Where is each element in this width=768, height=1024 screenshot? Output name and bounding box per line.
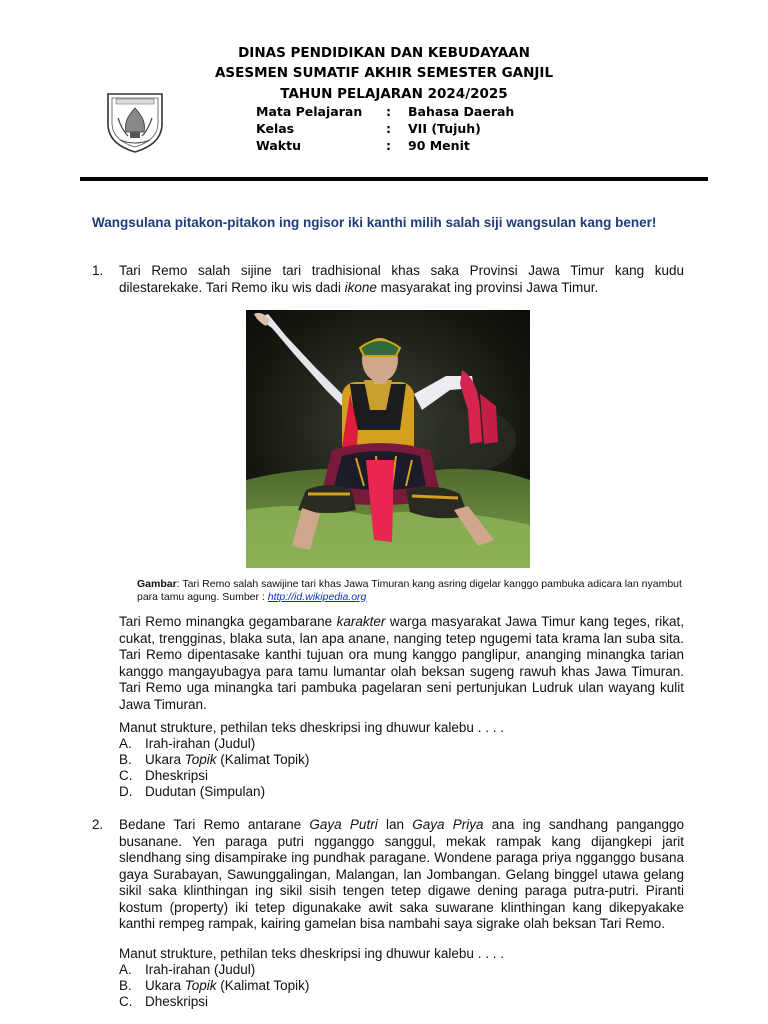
header-school-year: TAHUN PELAJARAN 2024/2025 xyxy=(280,86,508,102)
question-number: 1. xyxy=(92,263,104,278)
q2-option-c[interactable] xyxy=(119,994,208,1011)
option-text: Dudutan (Simpulan) xyxy=(145,784,266,799)
q1-intro xyxy=(119,263,684,296)
option-letter: B. xyxy=(119,752,132,767)
q1-option-b[interactable] xyxy=(119,752,309,769)
header-divider xyxy=(80,177,708,181)
option-letter: D. xyxy=(119,784,133,799)
q1-option-a[interactable] xyxy=(119,736,255,753)
q2-emphasis-priya: Gaya Priya xyxy=(412,817,484,832)
meta-sep: : xyxy=(386,138,391,153)
header-agency: DINAS PENDIDIKAN DAN KEBUDAYAAN xyxy=(238,45,530,61)
q1-intro-text-end: masyarakat ing provinsi Jawa Timur. xyxy=(376,279,599,295)
option-emphasis: Topik xyxy=(184,978,217,993)
option-text: Ukara xyxy=(145,752,185,767)
meta-value: VII (Tujuh) xyxy=(408,121,481,136)
option-text: Ukara xyxy=(145,978,185,993)
option-letter: B. xyxy=(119,978,132,993)
q2-option-b[interactable] xyxy=(119,978,309,995)
q1-question: Manut strukture, pethilan teks dheskripsi ing dhuwur kalebu . . . . xyxy=(119,720,504,735)
q1-passage xyxy=(119,614,684,713)
photo-caption xyxy=(137,578,697,603)
meta-value: Bahasa Daerah xyxy=(408,104,515,119)
q2-option-a[interactable] xyxy=(119,962,255,979)
meta-sep: : xyxy=(386,104,391,119)
option-text: Dheskripsi xyxy=(145,768,209,783)
source-link[interactable]: http://id.wikipedia.org xyxy=(267,590,367,603)
q1-option-c[interactable] xyxy=(119,768,208,785)
q1-intro-text: Tari Remo salah sijine tari tradhisional khas saka Provinsi Jawa Timur kang kudu dilestarekake. Tari Remo iku wis dadi xyxy=(119,263,684,295)
q2-emphasis-putri: Gaya Putri xyxy=(309,817,378,832)
option-letter: C. xyxy=(119,768,133,783)
option-text: Dheskripsi xyxy=(145,994,209,1009)
option-text-end: (Kalimat Topik) xyxy=(216,752,310,767)
option-letter: A. xyxy=(119,962,132,977)
meta-key: Kelas xyxy=(256,121,295,136)
instruction-text: Wangsulana pitakon-pitakon ing ngisor iki kanthi milih salah siji wangsulan kang bener! xyxy=(92,215,657,230)
option-letter: A. xyxy=(119,736,132,751)
q2-passage-text: Bedane Tari Remo antarane xyxy=(119,817,310,832)
meta-key: Waktu xyxy=(256,138,301,153)
meta-key: Mata Pelajaran xyxy=(256,104,363,119)
q2-passage xyxy=(119,817,684,933)
q1-intro-emphasis: ikone xyxy=(344,279,377,295)
caption-text: : Tari Remo salah sawijine tari khas Jawa Timuran kang asring digelar kanggo pambuka adicara lan nyambut para tamu agung. Sumber : xyxy=(137,578,682,603)
header-exam-title: ASESMEN SUMATIF AKHIR SEMESTER GANJIL xyxy=(214,65,554,81)
q1-passage-text-end: warga masyarakat Jawa Timur kang teges, rikat, cukat, trengginas, blaka suta, lan apa anane, nanging tetep ngugemi tata krama lan suba sita. Tari Remo dipentasake kanthi tujuan ora mung kanggo panglipur, ananging minangka tarian kanggo mangayubagya para tamu lumantar olah beksan sugeng rawuh khas Jawa Timuran. Tari Remo uga minangka tari pambuka pagelaran seni pertunjukan Ludruk ulan wayang kulit Jawa Timuran. xyxy=(119,614,684,712)
meta-sep: : xyxy=(386,121,391,136)
q2-question: Manut strukture, pethilan teks dheskripsi ing dhuwur kalebu . . . . xyxy=(119,946,504,961)
caption-label: Gambar xyxy=(137,578,177,590)
q1-option-d[interactable] xyxy=(119,784,265,801)
q1-passage-emphasis: karakter xyxy=(336,614,386,629)
option-emphasis: Topik xyxy=(184,752,217,767)
option-text: Irah-irahan (Judul) xyxy=(145,736,256,751)
q2-passage-joiner: lan xyxy=(377,817,413,832)
option-letter: C. xyxy=(119,994,133,1009)
q2-passage-text-end: ana ing sandhang panganggo busanane. Yen paraga putri ngganggo sanggul, mekak rampak kang dijangkepi jarit slendhang sing disampirake ing pundhak paragane. Wondene paraga priya ngganggo busana gaya Surabayan, Sawunggalingan, Malangan, lan Jombangan. Gelang binggel utawa gelang sikil saka klinthingan ing sikil sisih tengen tetep digawe dening paraga putra-putri. Piranti kostum (property) iki tetep digunakake awit saka suwarane klinthingan kang dikepyakake kanthi rempeg rampak, kairing gamelan bisa nambahi saya sigrake olah beksan Tari Remo. xyxy=(119,817,685,931)
option-text: Irah-irahan (Judul) xyxy=(145,962,256,977)
meta-value: 90 Menit xyxy=(408,138,470,153)
remo-dancer-photo xyxy=(246,310,530,568)
question-number: 2. xyxy=(92,817,104,832)
q1-passage-text: Tari Remo minangka gegambarane xyxy=(119,614,337,629)
option-text-end: (Kalimat Topik) xyxy=(216,978,310,993)
